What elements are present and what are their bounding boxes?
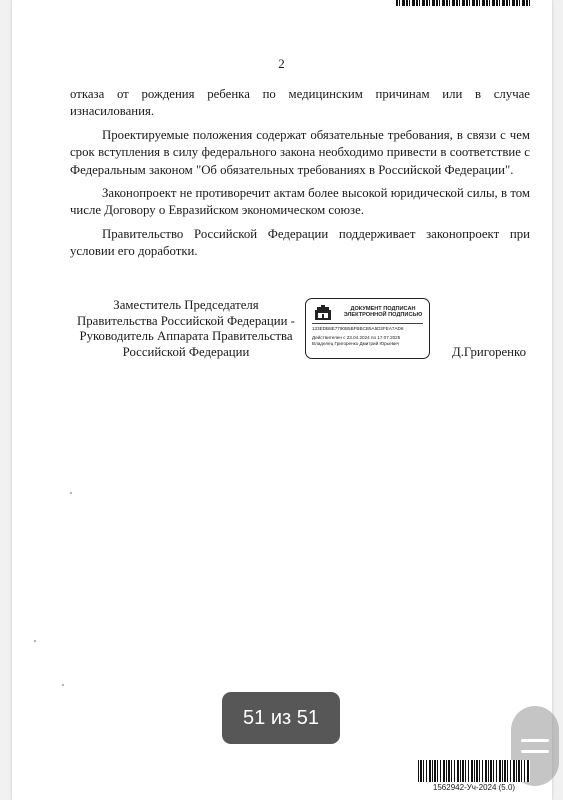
coat-of-arms-icon	[314, 305, 332, 321]
menu-icon	[521, 750, 549, 753]
top-barcode	[396, 0, 530, 6]
stamp-certificate: 133EDB8E7790B5BFBBCB5A5D2FEA7AD6	[312, 326, 404, 331]
signatory-title	[70, 298, 302, 360]
scan-speck	[62, 684, 64, 686]
menu-icon	[521, 739, 549, 742]
paragraph: Правительство Российской Федерации поддерживает законопроект при условии его доработки.	[70, 226, 530, 259]
document-barcode	[418, 760, 530, 782]
electronic-signature-stamp	[305, 298, 430, 359]
signatory-title-line: Заместитель Председателя	[113, 298, 259, 312]
signatory-title-line: Российской Федерации	[122, 344, 250, 359]
scan-speck	[70, 492, 72, 494]
stamp-validity: Действителен с 23.04.2024 по 17.07.2025	[312, 335, 401, 340]
document-body	[70, 86, 530, 267]
page-number: 2	[278, 56, 285, 71]
signer-name: Д.Григоренко	[452, 345, 526, 359]
paragraph: Проектируемые положения содержат обязательные требования, в связи с чем срок вступления в силу федерального закона необходимо привести в соответствие с Федеральным законом "Об обязательных требованиях в Российской Федерации".	[70, 127, 530, 177]
page-indicator[interactable]: 51 из 51	[222, 692, 340, 744]
stamp-title: ДОКУМЕНТ ПОДПИСАН ЭЛЕКТРОННОЙ ПОДПИСЬЮ	[343, 306, 423, 319]
paragraph: Законопроект не противоречит актам более высокой юридической силы, в том числе Договору о Евразийском экономическом союзе.	[70, 186, 530, 218]
signatory-title-line: Руководитель Аппарата Правительства	[79, 329, 293, 344]
document-code: 1562942-Уч-2024 (5.0)	[432, 783, 516, 792]
stamp-owner: Владелец Григоренко Дмитрий Юрьевич	[312, 341, 399, 346]
signatory-title-line: Правительства Российской Федерации -	[77, 313, 295, 328]
paragraph: отказа от рождения ребенка по медицинским причинам или в случае изнасилования.	[70, 87, 530, 119]
scan-speck	[34, 640, 36, 642]
stamp-divider	[312, 323, 423, 324]
